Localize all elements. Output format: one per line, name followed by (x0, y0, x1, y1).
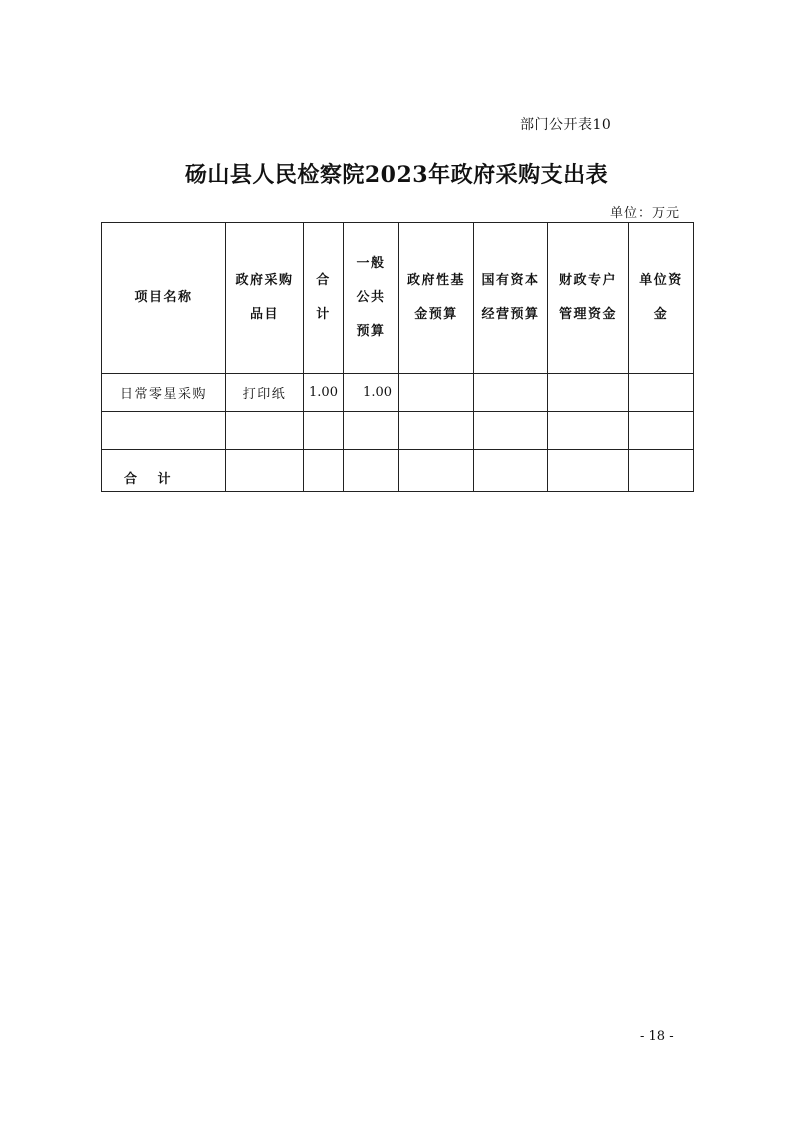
cell-state-capital-budget (474, 412, 548, 450)
cell-procurement-item (226, 450, 304, 492)
cell-special-account-funds (548, 450, 629, 492)
page-number: - 18 - (640, 1029, 674, 1044)
table-row (102, 412, 694, 450)
cell-unit-funds (629, 450, 694, 492)
procurement-table (101, 222, 694, 492)
col-header-project-name: 项目名称 (102, 223, 226, 374)
cell-unit-funds (629, 374, 694, 412)
cell-procurement-item (226, 412, 304, 450)
table-row (102, 374, 694, 412)
cell-special-account-funds (548, 374, 629, 412)
table-number: 部门公开表10 (520, 117, 612, 133)
col-header-special-account-funds: 财政专户 管理资金 (548, 223, 629, 374)
col-header-unit-funds: 单位资 金 (629, 223, 694, 374)
cell-gov-fund-budget (399, 412, 474, 450)
cell-total-label: 合 计 (102, 450, 226, 492)
cell-unit-funds (629, 412, 694, 450)
cell-total: 1.00 (304, 374, 344, 412)
col-header-state-capital-budget: 国有资本 经营预算 (474, 223, 548, 374)
cell-total (304, 412, 344, 450)
col-header-gov-fund-budget: 政府性基 金预算 (399, 223, 474, 374)
cell-general-budget (344, 450, 399, 492)
unit-label: 单位：万元 (609, 206, 680, 221)
cell-state-capital-budget (474, 450, 548, 492)
cell-project-name (102, 412, 226, 450)
total-row (102, 450, 694, 492)
cell-state-capital-budget (474, 374, 548, 412)
cell-general-budget (344, 412, 399, 450)
table-header-row (102, 223, 694, 374)
cell-gov-fund-budget (399, 374, 474, 412)
cell-procurement-item: 打印纸 (226, 374, 304, 412)
cell-special-account-funds (548, 412, 629, 450)
cell-project-name: 日常零星采购 (102, 374, 226, 412)
cell-total (304, 450, 344, 492)
col-header-total: 合 计 (304, 223, 344, 374)
page-title: 砀山县人民检察院2023年政府采购支出表 (184, 162, 609, 188)
cell-gov-fund-budget (399, 450, 474, 492)
cell-general-budget: 1.00 (344, 374, 399, 412)
col-header-general-budget: 一般 公共 预算 (344, 223, 399, 374)
col-header-procurement-item: 政府采购 品目 (226, 223, 304, 374)
